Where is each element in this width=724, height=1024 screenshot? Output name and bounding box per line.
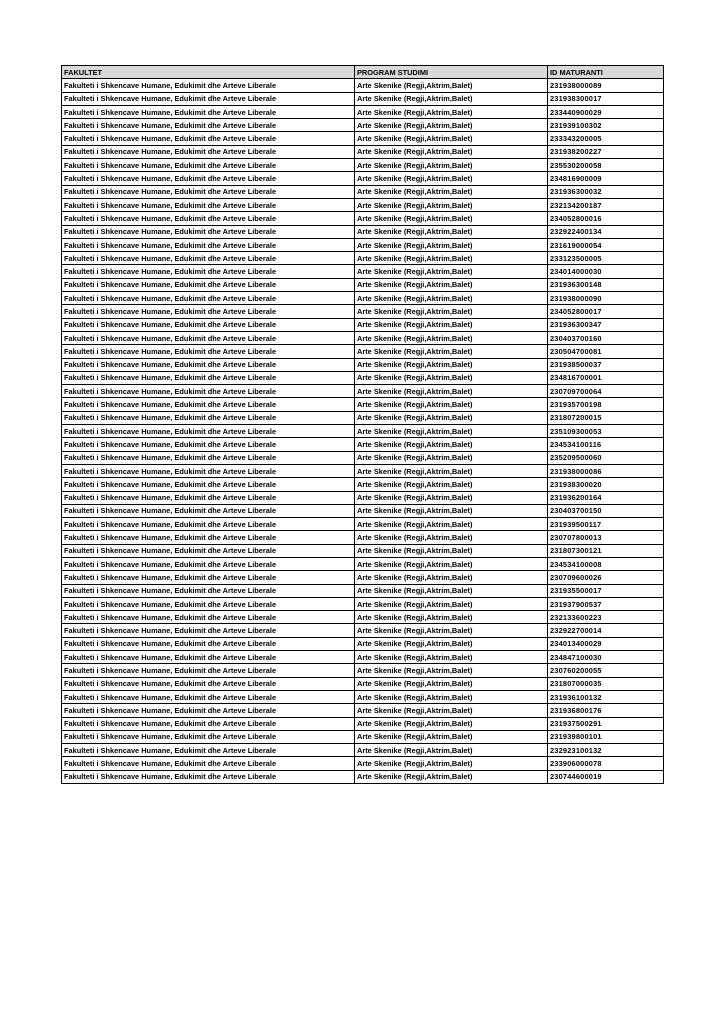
id-maturanti-cell: 230707800013 — [548, 531, 664, 544]
program-cell: Arte Skenike (Regji,Aktrim,Balet) — [355, 172, 548, 185]
program-cell: Arte Skenike (Regji,Aktrim,Balet) — [355, 704, 548, 717]
table-row — [62, 757, 664, 770]
fakultet-cell: Fakulteti i Shkencave Humane, Edukimit dhe Arteve Liberale — [62, 744, 355, 757]
fakultet-cell: Fakulteti i Shkencave Humane, Edukimit dhe Arteve Liberale — [62, 677, 355, 690]
fakultet-cell: Fakulteti i Shkencave Humane, Edukimit dhe Arteve Liberale — [62, 238, 355, 251]
table-row — [62, 677, 664, 690]
table-row — [62, 664, 664, 677]
table-row — [62, 119, 664, 132]
table-row — [62, 451, 664, 464]
fakultet-cell: Fakulteti i Shkencave Humane, Edukimit dhe Arteve Liberale — [62, 159, 355, 172]
id-maturanti-cell: 235109300053 — [548, 425, 664, 438]
table-row — [62, 159, 664, 172]
program-cell: Arte Skenike (Regji,Aktrim,Balet) — [355, 92, 548, 105]
table-row — [62, 318, 664, 331]
fakultet-cell: Fakulteti i Shkencave Humane, Edukimit dhe Arteve Liberale — [62, 225, 355, 238]
fakultet-cell: Fakulteti i Shkencave Humane, Edukimit dhe Arteve Liberale — [62, 704, 355, 717]
program-cell: Arte Skenike (Regji,Aktrim,Balet) — [355, 398, 548, 411]
id-maturanti-cell: 230403700160 — [548, 331, 664, 344]
fakultet-cell: Fakulteti i Shkencave Humane, Edukimit dhe Arteve Liberale — [62, 185, 355, 198]
id-maturanti-cell: 234534100116 — [548, 438, 664, 451]
fakultet-cell: Fakulteti i Shkencave Humane, Edukimit dhe Arteve Liberale — [62, 757, 355, 770]
table-row — [62, 371, 664, 384]
table-row — [62, 398, 664, 411]
id-maturanti-cell: 231936200164 — [548, 491, 664, 504]
table-row — [62, 238, 664, 251]
fakultet-cell: Fakulteti i Shkencave Humane, Edukimit dhe Arteve Liberale — [62, 425, 355, 438]
program-cell: Arte Skenike (Regji,Aktrim,Balet) — [355, 504, 548, 517]
program-cell: Arte Skenike (Regji,Aktrim,Balet) — [355, 159, 548, 172]
id-maturanti-cell: 230504700081 — [548, 345, 664, 358]
fakultet-cell: Fakulteti i Shkencave Humane, Edukimit dhe Arteve Liberale — [62, 690, 355, 703]
program-cell: Arte Skenike (Regji,Aktrim,Balet) — [355, 212, 548, 225]
fakultet-cell: Fakulteti i Shkencave Humane, Edukimit dhe Arteve Liberale — [62, 172, 355, 185]
table-row — [62, 544, 664, 557]
fakultet-cell: Fakulteti i Shkencave Humane, Edukimit dhe Arteve Liberale — [62, 518, 355, 531]
table-row — [62, 212, 664, 225]
program-cell: Arte Skenike (Regji,Aktrim,Balet) — [355, 491, 548, 504]
id-maturanti-cell: 231935700198 — [548, 398, 664, 411]
fakultet-cell: Fakulteti i Shkencave Humane, Edukimit dhe Arteve Liberale — [62, 145, 355, 158]
table-row — [62, 105, 664, 118]
table-row — [62, 464, 664, 477]
program-cell: Arte Skenike (Regji,Aktrim,Balet) — [355, 345, 548, 358]
program-cell: Arte Skenike (Regji,Aktrim,Balet) — [355, 385, 548, 398]
program-cell: Arte Skenike (Regji,Aktrim,Balet) — [355, 690, 548, 703]
id-maturanti-cell: 231936100132 — [548, 690, 664, 703]
table-row — [62, 584, 664, 597]
program-cell: Arte Skenike (Regji,Aktrim,Balet) — [355, 571, 548, 584]
id-maturanti-cell: 231937900537 — [548, 597, 664, 610]
table-row — [62, 717, 664, 730]
fakultet-cell: Fakulteti i Shkencave Humane, Edukimit dhe Arteve Liberale — [62, 478, 355, 491]
program-cell: Arte Skenike (Regji,Aktrim,Balet) — [355, 624, 548, 637]
table-row — [62, 358, 664, 371]
id-maturanti-cell: 230403700150 — [548, 504, 664, 517]
id-maturanti-cell: 231936300148 — [548, 278, 664, 291]
id-maturanti-cell: 233343200005 — [548, 132, 664, 145]
fakultet-cell: Fakulteti i Shkencave Humane, Edukimit dhe Arteve Liberale — [62, 611, 355, 624]
id-maturanti-cell: 233440900029 — [548, 105, 664, 118]
header-program-studimi: PROGRAM STUDIMI — [355, 66, 548, 79]
program-cell: Arte Skenike (Regji,Aktrim,Balet) — [355, 358, 548, 371]
table-row — [62, 345, 664, 358]
fakultet-cell: Fakulteti i Shkencave Humane, Edukimit dhe Arteve Liberale — [62, 398, 355, 411]
fakultet-cell: Fakulteti i Shkencave Humane, Edukimit dhe Arteve Liberale — [62, 385, 355, 398]
table-row — [62, 518, 664, 531]
fakultet-cell: Fakulteti i Shkencave Humane, Edukimit dhe Arteve Liberale — [62, 770, 355, 783]
id-maturanti-cell: 233906000078 — [548, 757, 664, 770]
fakultet-cell: Fakulteti i Shkencave Humane, Edukimit dhe Arteve Liberale — [62, 451, 355, 464]
program-cell: Arte Skenike (Regji,Aktrim,Balet) — [355, 438, 548, 451]
fakultet-cell: Fakulteti i Shkencave Humane, Edukimit dhe Arteve Liberale — [62, 571, 355, 584]
id-maturanti-cell: 232922700014 — [548, 624, 664, 637]
fakultet-cell: Fakulteti i Shkencave Humane, Edukimit dhe Arteve Liberale — [62, 411, 355, 424]
fakultet-cell: Fakulteti i Shkencave Humane, Edukimit dhe Arteve Liberale — [62, 464, 355, 477]
id-maturanti-cell: 234052800017 — [548, 305, 664, 318]
table-row — [62, 145, 664, 158]
id-maturanti-cell: 231938500037 — [548, 358, 664, 371]
program-cell: Arte Skenike (Regji,Aktrim,Balet) — [355, 305, 548, 318]
program-cell: Arte Skenike (Regji,Aktrim,Balet) — [355, 677, 548, 690]
program-cell: Arte Skenike (Regji,Aktrim,Balet) — [355, 278, 548, 291]
program-cell: Arte Skenike (Regji,Aktrim,Balet) — [355, 757, 548, 770]
table-row — [62, 557, 664, 570]
table-row — [62, 571, 664, 584]
table-row — [62, 730, 664, 743]
fakultet-cell: Fakulteti i Shkencave Humane, Edukimit dhe Arteve Liberale — [62, 531, 355, 544]
table-row — [62, 425, 664, 438]
table-row — [62, 79, 664, 92]
program-cell: Arte Skenike (Regji,Aktrim,Balet) — [355, 597, 548, 610]
table-row — [62, 491, 664, 504]
header-fakultet: FAKULTET — [62, 66, 355, 79]
table-row — [62, 531, 664, 544]
program-cell: Arte Skenike (Regji,Aktrim,Balet) — [355, 145, 548, 158]
id-maturanti-cell: 230744600019 — [548, 770, 664, 783]
table-row — [62, 225, 664, 238]
program-cell: Arte Skenike (Regji,Aktrim,Balet) — [355, 185, 548, 198]
table-row — [62, 132, 664, 145]
fakultet-cell: Fakulteti i Shkencave Humane, Edukimit dhe Arteve Liberale — [62, 292, 355, 305]
fakultet-cell: Fakulteti i Shkencave Humane, Edukimit dhe Arteve Liberale — [62, 491, 355, 504]
id-maturanti-cell: 231938300017 — [548, 92, 664, 105]
table-row — [62, 704, 664, 717]
fakultet-cell: Fakulteti i Shkencave Humane, Edukimit dhe Arteve Liberale — [62, 331, 355, 344]
program-cell: Arte Skenike (Regji,Aktrim,Balet) — [355, 132, 548, 145]
program-cell: Arte Skenike (Regji,Aktrim,Balet) — [355, 331, 548, 344]
table-row — [62, 172, 664, 185]
id-maturanti-cell: 230709700064 — [548, 385, 664, 398]
program-cell: Arte Skenike (Regji,Aktrim,Balet) — [355, 584, 548, 597]
fakultet-cell: Fakulteti i Shkencave Humane, Edukimit dhe Arteve Liberale — [62, 345, 355, 358]
fakultet-cell: Fakulteti i Shkencave Humane, Edukimit dhe Arteve Liberale — [62, 119, 355, 132]
table-row — [62, 504, 664, 517]
table-row — [62, 292, 664, 305]
program-cell: Arte Skenike (Regji,Aktrim,Balet) — [355, 717, 548, 730]
students-table — [61, 65, 664, 784]
id-maturanti-cell: 232134200187 — [548, 198, 664, 211]
program-cell: Arte Skenike (Regji,Aktrim,Balet) — [355, 518, 548, 531]
header-id-maturanti: ID MATURANTI — [548, 66, 664, 79]
program-cell: Arte Skenike (Regji,Aktrim,Balet) — [355, 464, 548, 477]
fakultet-cell: Fakulteti i Shkencave Humane, Edukimit dhe Arteve Liberale — [62, 305, 355, 318]
fakultet-cell: Fakulteti i Shkencave Humane, Edukimit dhe Arteve Liberale — [62, 651, 355, 664]
table-row — [62, 770, 664, 783]
fakultet-cell: Fakulteti i Shkencave Humane, Edukimit dhe Arteve Liberale — [62, 730, 355, 743]
program-cell: Arte Skenike (Regji,Aktrim,Balet) — [355, 198, 548, 211]
id-maturanti-cell: 234052800016 — [548, 212, 664, 225]
fakultet-cell: Fakulteti i Shkencave Humane, Edukimit dhe Arteve Liberale — [62, 544, 355, 557]
fakultet-cell: Fakulteti i Shkencave Humane, Edukimit dhe Arteve Liberale — [62, 664, 355, 677]
id-maturanti-cell: 231938000089 — [548, 79, 664, 92]
id-maturanti-cell: 231938300020 — [548, 478, 664, 491]
table-row — [62, 278, 664, 291]
id-maturanti-cell: 231939500117 — [548, 518, 664, 531]
program-cell: Arte Skenike (Regji,Aktrim,Balet) — [355, 105, 548, 118]
program-cell: Arte Skenike (Regji,Aktrim,Balet) — [355, 770, 548, 783]
id-maturanti-cell: 230709600026 — [548, 571, 664, 584]
fakultet-cell: Fakulteti i Shkencave Humane, Edukimit dhe Arteve Liberale — [62, 252, 355, 265]
fakultet-cell: Fakulteti i Shkencave Humane, Edukimit dhe Arteve Liberale — [62, 265, 355, 278]
fakultet-cell: Fakulteti i Shkencave Humane, Edukimit dhe Arteve Liberale — [62, 371, 355, 384]
fakultet-cell: Fakulteti i Shkencave Humane, Edukimit dhe Arteve Liberale — [62, 597, 355, 610]
id-maturanti-cell: 232923100132 — [548, 744, 664, 757]
table-row — [62, 690, 664, 703]
table-row — [62, 185, 664, 198]
table-row — [62, 252, 664, 265]
id-maturanti-cell: 231938000090 — [548, 292, 664, 305]
id-maturanti-cell: 231936300032 — [548, 185, 664, 198]
fakultet-cell: Fakulteti i Shkencave Humane, Edukimit dhe Arteve Liberale — [62, 637, 355, 650]
program-cell: Arte Skenike (Regji,Aktrim,Balet) — [355, 119, 548, 132]
table-row — [62, 637, 664, 650]
program-cell: Arte Skenike (Regji,Aktrim,Balet) — [355, 544, 548, 557]
id-maturanti-cell: 235530200058 — [548, 159, 664, 172]
id-maturanti-cell: 231936800176 — [548, 704, 664, 717]
fakultet-cell: Fakulteti i Shkencave Humane, Edukimit dhe Arteve Liberale — [62, 624, 355, 637]
table-row — [62, 305, 664, 318]
fakultet-cell: Fakulteti i Shkencave Humane, Edukimit dhe Arteve Liberale — [62, 92, 355, 105]
fakultet-cell: Fakulteti i Shkencave Humane, Edukimit dhe Arteve Liberale — [62, 198, 355, 211]
id-maturanti-cell: 234014000030 — [548, 265, 664, 278]
table-row — [62, 331, 664, 344]
program-cell: Arte Skenike (Regji,Aktrim,Balet) — [355, 79, 548, 92]
id-maturanti-cell: 234847100030 — [548, 651, 664, 664]
id-maturanti-cell: 232922400134 — [548, 225, 664, 238]
program-cell: Arte Skenike (Regji,Aktrim,Balet) — [355, 371, 548, 384]
id-maturanti-cell: 232133600223 — [548, 611, 664, 624]
id-maturanti-cell: 231807200015 — [548, 411, 664, 424]
table-row — [62, 624, 664, 637]
table-row — [62, 265, 664, 278]
fakultet-cell: Fakulteti i Shkencave Humane, Edukimit dhe Arteve Liberale — [62, 79, 355, 92]
table-row — [62, 478, 664, 491]
id-maturanti-cell: 231619000054 — [548, 238, 664, 251]
program-cell: Arte Skenike (Regji,Aktrim,Balet) — [355, 292, 548, 305]
id-maturanti-cell: 234816700001 — [548, 371, 664, 384]
fakultet-cell: Fakulteti i Shkencave Humane, Edukimit dhe Arteve Liberale — [62, 717, 355, 730]
table-row — [62, 611, 664, 624]
program-cell: Arte Skenike (Regji,Aktrim,Balet) — [355, 531, 548, 544]
id-maturanti-cell: 231936300347 — [548, 318, 664, 331]
id-maturanti-cell: 234013400029 — [548, 637, 664, 650]
program-cell: Arte Skenike (Regji,Aktrim,Balet) — [355, 557, 548, 570]
table-header — [62, 66, 664, 79]
program-cell: Arte Skenike (Regji,Aktrim,Balet) — [355, 425, 548, 438]
program-cell: Arte Skenike (Regji,Aktrim,Balet) — [355, 451, 548, 464]
id-maturanti-cell: 234816900009 — [548, 172, 664, 185]
program-cell: Arte Skenike (Regji,Aktrim,Balet) — [355, 637, 548, 650]
fakultet-cell: Fakulteti i Shkencave Humane, Edukimit dhe Arteve Liberale — [62, 105, 355, 118]
program-cell: Arte Skenike (Regji,Aktrim,Balet) — [355, 225, 548, 238]
program-cell: Arte Skenike (Regji,Aktrim,Balet) — [355, 664, 548, 677]
fakultet-cell: Fakulteti i Shkencave Humane, Edukimit dhe Arteve Liberale — [62, 358, 355, 371]
id-maturanti-cell: 231807000035 — [548, 677, 664, 690]
table-row — [62, 411, 664, 424]
program-cell: Arte Skenike (Regji,Aktrim,Balet) — [355, 730, 548, 743]
id-maturanti-cell: 231939100302 — [548, 119, 664, 132]
program-cell: Arte Skenike (Regji,Aktrim,Balet) — [355, 238, 548, 251]
id-maturanti-cell: 231935500017 — [548, 584, 664, 597]
table-row — [62, 385, 664, 398]
table-row — [62, 744, 664, 757]
id-maturanti-cell: 231937500291 — [548, 717, 664, 730]
table-row — [62, 92, 664, 105]
program-cell: Arte Skenike (Regji,Aktrim,Balet) — [355, 265, 548, 278]
program-cell: Arte Skenike (Regji,Aktrim,Balet) — [355, 744, 548, 757]
program-cell: Arte Skenike (Regji,Aktrim,Balet) — [355, 252, 548, 265]
id-maturanti-cell: 235209500060 — [548, 451, 664, 464]
id-maturanti-cell: 230760200055 — [548, 664, 664, 677]
id-maturanti-cell: 234534100008 — [548, 557, 664, 570]
table-row — [62, 198, 664, 211]
table-row — [62, 651, 664, 664]
table-row — [62, 597, 664, 610]
program-cell: Arte Skenike (Regji,Aktrim,Balet) — [355, 318, 548, 331]
fakultet-cell: Fakulteti i Shkencave Humane, Edukimit dhe Arteve Liberale — [62, 132, 355, 145]
id-maturanti-cell: 231938200227 — [548, 145, 664, 158]
fakultet-cell: Fakulteti i Shkencave Humane, Edukimit dhe Arteve Liberale — [62, 438, 355, 451]
table-body — [62, 79, 664, 784]
program-cell: Arte Skenike (Regji,Aktrim,Balet) — [355, 611, 548, 624]
id-maturanti-cell: 231938000086 — [548, 464, 664, 477]
id-maturanti-cell: 233123500005 — [548, 252, 664, 265]
document-page — [61, 65, 663, 784]
header-row — [62, 66, 664, 79]
program-cell: Arte Skenike (Regji,Aktrim,Balet) — [355, 411, 548, 424]
fakultet-cell: Fakulteti i Shkencave Humane, Edukimit dhe Arteve Liberale — [62, 504, 355, 517]
table-row — [62, 438, 664, 451]
id-maturanti-cell: 231807300121 — [548, 544, 664, 557]
fakultet-cell: Fakulteti i Shkencave Humane, Edukimit dhe Arteve Liberale — [62, 318, 355, 331]
fakultet-cell: Fakulteti i Shkencave Humane, Edukimit dhe Arteve Liberale — [62, 278, 355, 291]
id-maturanti-cell: 231939800101 — [548, 730, 664, 743]
program-cell: Arte Skenike (Regji,Aktrim,Balet) — [355, 478, 548, 491]
fakultet-cell: Fakulteti i Shkencave Humane, Edukimit dhe Arteve Liberale — [62, 584, 355, 597]
fakultet-cell: Fakulteti i Shkencave Humane, Edukimit dhe Arteve Liberale — [62, 212, 355, 225]
fakultet-cell: Fakulteti i Shkencave Humane, Edukimit dhe Arteve Liberale — [62, 557, 355, 570]
program-cell: Arte Skenike (Regji,Aktrim,Balet) — [355, 651, 548, 664]
